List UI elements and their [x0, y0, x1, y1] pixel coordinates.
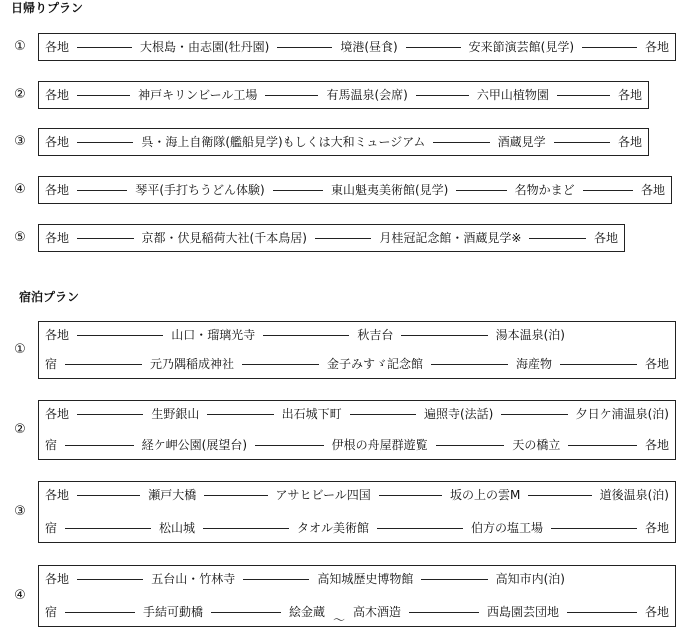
route-connector [557, 95, 610, 96]
route-connector [528, 495, 591, 496]
day-trip-plan-box [38, 81, 649, 109]
route-connector [77, 414, 143, 415]
route-stop: 天の橋立 [512, 438, 561, 452]
route-stop: 五台山・竹林寺 [151, 572, 236, 586]
route-stop: 各地 [644, 438, 669, 452]
route-stop: 金子みすゞ記念館 [327, 357, 424, 371]
route-connector [583, 190, 633, 191]
route-stop: 各地 [45, 572, 70, 586]
route-stop: 高木酒造 [353, 605, 402, 619]
route-row [45, 230, 618, 246]
route-connector [273, 190, 323, 191]
route-stop: 呉・海上自衛隊(艦船見学)もしくは大和ミュージアム [141, 135, 426, 149]
overnight-title: 宿泊プラン [19, 290, 80, 304]
route-connector [263, 335, 349, 336]
day-trip-plan-number: ② [14, 87, 26, 102]
route-stop: 各地 [645, 521, 670, 535]
route-stop: 安来節演芸館(見学) [468, 40, 575, 54]
overnight-plan-box [38, 400, 676, 460]
day-trip-plan-box [38, 176, 672, 204]
route-connector [401, 335, 487, 336]
route-connector [203, 528, 289, 529]
day-trip-plan-number: ⑤ [14, 230, 26, 245]
route-connector [211, 612, 281, 613]
route-stop: 各地 [594, 231, 619, 245]
overnight-plan-number: ④ [14, 588, 26, 603]
route-connector [456, 190, 506, 191]
route-connector [431, 364, 508, 365]
day-trip-plan-box [38, 224, 625, 252]
route-stop: 宿 [45, 357, 58, 371]
route-stop: 遍照寺(法話) [423, 407, 494, 421]
route-connector [77, 142, 133, 143]
route-connector [77, 95, 130, 96]
route-connector [551, 528, 637, 529]
route-row [45, 182, 665, 198]
route-stop: 京都・伏見稲荷大社(千本鳥居) [141, 231, 307, 245]
overnight-plan-box [38, 565, 676, 627]
route-connector [350, 414, 416, 415]
route-stop: 各地 [45, 40, 70, 54]
route-connector [567, 612, 637, 613]
route-connector [529, 238, 586, 239]
route-connector [77, 47, 132, 48]
overnight-plan-box [38, 321, 676, 379]
route-stop: 有馬温泉(会席) [326, 88, 408, 102]
route-row [45, 520, 669, 536]
route-connector [77, 238, 134, 239]
route-stop: 西島園芸団地 [486, 605, 559, 619]
overnight-plan-box [38, 481, 676, 543]
route-stop: 伊根の舟屋群遊覧 [331, 438, 428, 452]
route-stop: 生野銀山 [151, 407, 200, 421]
route-stop: 琴平(手打ちうどん体験) [135, 183, 265, 197]
route-connector [433, 142, 489, 143]
route-connector [436, 445, 505, 446]
route-connector [255, 445, 324, 446]
route-row [45, 134, 642, 150]
route-tilde: ～ [332, 612, 345, 627]
route-connector [568, 445, 637, 446]
route-stop: 湯本温泉(泊) [495, 328, 565, 342]
route-stop: 坂の上の雲M [450, 488, 521, 502]
route-connector [65, 364, 142, 365]
route-stop: 道後温泉(泊) [599, 488, 669, 502]
route-row [45, 39, 669, 55]
route-stop: 各地 [45, 88, 70, 102]
route-stop: 各地 [644, 605, 669, 619]
route-stop: 経ケ岬公園(展望台) [141, 438, 248, 452]
route-connector [379, 495, 442, 496]
day-trip-plan-box [38, 128, 649, 156]
route-connector [77, 579, 143, 580]
route-connector [65, 528, 151, 529]
route-stop: タオル美術館 [297, 521, 370, 535]
overnight-plan-number: ② [14, 422, 26, 437]
overnight-plan-number: ③ [14, 504, 26, 519]
route-stop: 各地 [640, 183, 665, 197]
route-stop: 高知市内(泊) [495, 572, 565, 586]
route-stop: 山口・瑠璃光寺 [171, 328, 256, 342]
day-trip-plan-number: ① [14, 39, 26, 54]
route-connector [409, 612, 479, 613]
route-stop: 高知城歴史博物館 [317, 572, 414, 586]
route-connector [406, 47, 461, 48]
route-stop: 各地 [45, 183, 70, 197]
overnight-plan-number: ① [14, 342, 26, 357]
route-connector [582, 47, 637, 48]
route-stop: 元乃隅稲成神社 [150, 357, 235, 371]
route-stop: 宿 [45, 521, 58, 535]
route-connector [421, 579, 487, 580]
route-stop: 宿 [45, 605, 58, 619]
route-stop: 六甲山植物園 [476, 88, 549, 102]
route-stop: 夕日ケ浦温泉(泊) [575, 407, 669, 421]
route-stop: 手結可動橋 [142, 605, 203, 619]
route-stop: 各地 [618, 88, 643, 102]
route-stop: 瀬戸大橋 [148, 488, 197, 502]
route-stop: 境港(昼食) [340, 40, 398, 54]
route-connector [65, 445, 134, 446]
route-stop: 名物かまど [514, 183, 575, 197]
route-stop: 各地 [645, 357, 670, 371]
route-row [45, 604, 669, 627]
route-stop: 宿 [45, 438, 58, 452]
route-stop: 酒蔵見学 [497, 135, 546, 149]
route-stop: 大根島・由志園(牡丹園) [139, 40, 270, 54]
route-stop: 海産物 [516, 357, 553, 371]
route-row [45, 356, 669, 372]
route-stop: 月桂冠記念館・酒蔵見学※ [379, 231, 522, 245]
route-connector [377, 528, 463, 529]
route-connector [65, 612, 135, 613]
route-connector [207, 414, 273, 415]
route-connector [315, 238, 372, 239]
day-trip-plan-box [38, 33, 676, 61]
route-stop: 神戸キリンビール工場 [138, 88, 258, 102]
day-trip-plan-number: ③ [14, 134, 26, 149]
route-stop: 各地 [645, 40, 670, 54]
route-stop: 各地 [45, 488, 70, 502]
day-trip-plan-number: ④ [14, 182, 26, 197]
route-stop: 各地 [45, 407, 70, 421]
route-row [45, 437, 669, 453]
route-stop: 秋吉台 [357, 328, 394, 342]
route-connector [242, 364, 319, 365]
day-trip-title: 日帰りプラン [11, 1, 84, 15]
route-row [45, 406, 669, 422]
route-connector [560, 364, 637, 365]
route-connector [554, 142, 610, 143]
route-row [45, 487, 669, 503]
route-stop: 各地 [617, 135, 642, 149]
route-stop: 各地 [45, 135, 70, 149]
route-stop: 絵金蔵 [288, 605, 325, 619]
route-stop: 東山魁夷美術館(見学) [330, 183, 449, 197]
route-stop: 各地 [45, 231, 70, 245]
route-stop: アサヒビール四国 [275, 488, 371, 502]
route-row [45, 571, 565, 587]
route-connector [243, 579, 309, 580]
route-connector [416, 95, 469, 96]
route-connector [77, 190, 127, 191]
route-connector [77, 335, 163, 336]
route-stop: 各地 [45, 328, 70, 342]
route-row [45, 327, 565, 343]
route-connector [277, 47, 332, 48]
route-connector [204, 495, 267, 496]
route-connector [265, 95, 318, 96]
route-stop: 伯方の塩工場 [471, 521, 544, 535]
route-connector [501, 414, 567, 415]
route-row [45, 87, 642, 103]
route-connector [77, 495, 140, 496]
route-stop: 出石城下町 [281, 407, 342, 421]
route-stop: 松山城 [159, 521, 196, 535]
